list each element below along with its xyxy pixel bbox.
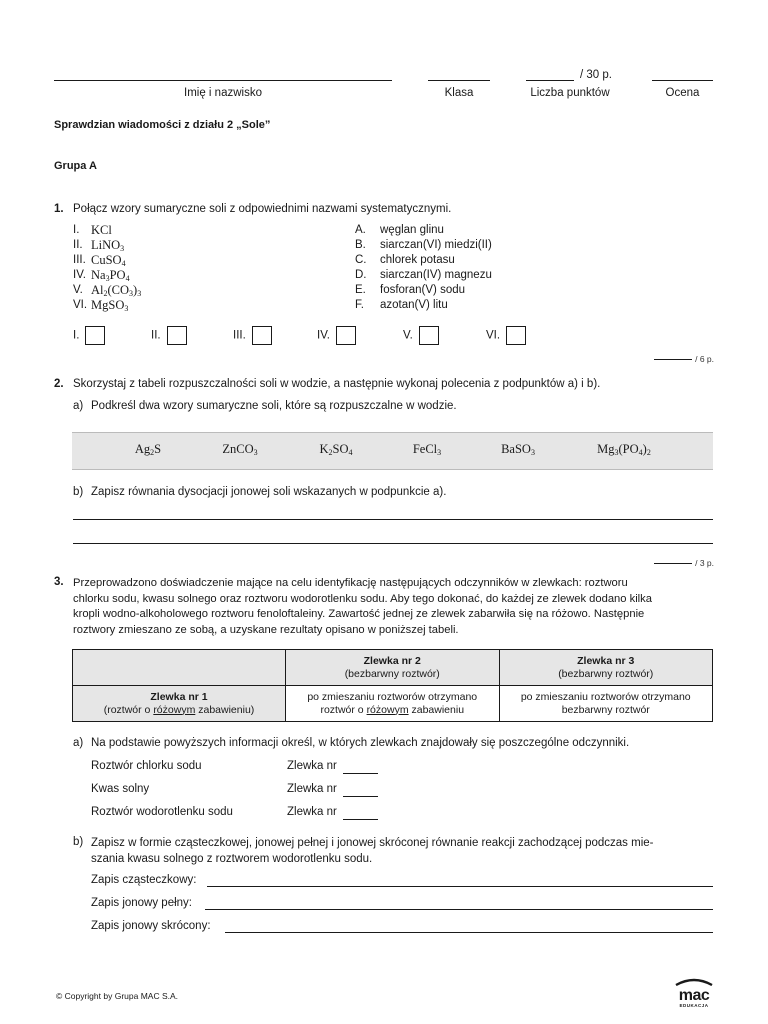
- salt-formula[interactable]: $K_2SO_4$: [319, 442, 353, 457]
- group-label: Grupa A: [54, 160, 97, 172]
- salt-formula[interactable]: $Mg_3(PO_4)_2$: [597, 442, 651, 457]
- salt-name: fosforan(V) sodu: [380, 284, 466, 296]
- answer-box[interactable]: [252, 326, 272, 345]
- beaker-answer-line[interactable]: [343, 773, 378, 774]
- header-beaker-2: Zlewka nr 2 (bezbarwny roztwór): [286, 650, 500, 686]
- name-letter: E.: [355, 284, 366, 296]
- answer-label: VI.: [486, 329, 501, 342]
- substance-label: Roztwór wodorotlenku sodu: [91, 806, 233, 818]
- formula: CuSO$_4$: [91, 253, 126, 268]
- name-line[interactable]: [54, 80, 392, 81]
- task3-paragraph: [73, 576, 652, 638]
- mac-logo: [672, 977, 716, 1009]
- equation-line[interactable]: [207, 886, 713, 887]
- logo-text: mac: [678, 987, 710, 1004]
- points-line[interactable]: [526, 80, 574, 81]
- beaker-answer-line[interactable]: [343, 819, 378, 820]
- name-letter: A.: [355, 224, 366, 236]
- formula: MgSO$_3$: [91, 298, 129, 313]
- formula-roman: IV.: [73, 269, 87, 281]
- equation-line[interactable]: [205, 909, 713, 910]
- answer-label: III.: [233, 329, 246, 342]
- answer-label: V.: [403, 329, 413, 342]
- cell-1-2: po zmieszaniu roztworów otrzymano roztwór o różowym zabawieniu: [286, 686, 500, 722]
- copyright: © Copyright by Grupa MAC S.A.: [56, 991, 179, 1001]
- salt-formula[interactable]: $Ag_2S$: [134, 442, 162, 457]
- equation-label: Zapis cząsteczkowy:: [91, 874, 197, 886]
- formula-roman: I.: [73, 224, 80, 236]
- answer-box[interactable]: [85, 326, 105, 345]
- name-label: Imię i nazwisko: [184, 87, 262, 99]
- formula-roman: VI.: [73, 299, 88, 311]
- salt-formula[interactable]: ZnCO$_3$: [222, 442, 258, 457]
- header-beaker-3: Zlewka nr 3 (bezbarwny roztwór): [499, 650, 713, 686]
- name-letter: D.: [355, 269, 367, 281]
- answer-box[interactable]: [506, 326, 526, 345]
- task2-a-text: Podkreśl dwa wzory sumaryczne soli, które są rozpuszczalne w wodzie.: [91, 400, 457, 412]
- table-corner: [73, 650, 286, 686]
- test-title: Sprawdzian wiadomości z działu 2 „Sole”: [54, 119, 271, 131]
- paragraph-line: kropli wodno-alkoholowego roztworu fenoloftaleiny. Zawartość jednej ze zlewek zabarwiła się na różowo. Następnie: [73, 608, 645, 620]
- task3-a-text: Na podstawie powyższych informacji określ, w których zlewkach znajdowały się poszczególne odczynniki.: [91, 737, 630, 749]
- salt-name: siarczan(VI) miedzi(II): [380, 239, 492, 251]
- name-letter: B.: [355, 239, 366, 251]
- answer-line[interactable]: [73, 519, 713, 520]
- answer-box[interactable]: [167, 326, 187, 345]
- task2-a-label: a): [73, 400, 84, 412]
- salt-name: siarczan(IV) magnezu: [380, 269, 492, 281]
- formula: $Al_2(CO_3)_3$: [91, 283, 142, 298]
- answer-slot: [317, 326, 356, 345]
- formula-roman: V.: [73, 284, 83, 296]
- b-line: Zapisz w formie cząsteczkowej, jonowej pełnej i jonowej skróconej równanie reakcji zachodzącej podczas mie-: [91, 837, 654, 849]
- formula: KCl: [91, 223, 112, 237]
- answer-slot: [233, 326, 272, 345]
- substance-label: Kwas solny: [91, 783, 150, 795]
- task2-b-text: Zapisz równania dysocjacji jonowej soli wskazanych w podpunkcie a).: [91, 486, 447, 498]
- equation-line[interactable]: [225, 932, 713, 933]
- substance-label: Roztwór chlorku sodu: [91, 760, 202, 772]
- answer-label: I.: [73, 329, 80, 342]
- task3-b-label: b): [73, 836, 84, 848]
- formula-roman: III.: [73, 254, 86, 266]
- task2-number: 2.: [54, 378, 64, 390]
- equation-label: Zapis jonowy skrócony:: [91, 920, 211, 932]
- formula: LiNO$_3$: [91, 238, 125, 253]
- beaker-answer-label: Zlewka nr: [287, 806, 337, 818]
- name-letter: C.: [355, 254, 367, 266]
- formula: $Na_3PO_4$: [91, 268, 130, 283]
- logo-arc-icon: [674, 977, 714, 986]
- answer-label: IV.: [317, 329, 331, 342]
- salt-name: chlorek potasu: [380, 254, 455, 266]
- logo-sub: EDUKACJA: [679, 1003, 709, 1008]
- answer-slot: [403, 326, 439, 345]
- task2-b-label: b): [73, 486, 84, 498]
- paragraph-line: chlorku sodu, kwasu solnego oraz roztworu wodorotlenku sodu. Aby tego dokonać, do każdej ze zlewek dodano kilka: [73, 592, 652, 605]
- task1-score: / 6 p.: [654, 354, 714, 364]
- answer-box[interactable]: [336, 326, 356, 345]
- answer-line[interactable]: [73, 543, 713, 544]
- salt-name: azotan(V) litu: [380, 299, 448, 311]
- grade-label: Ocena: [665, 87, 700, 99]
- task3-number: 3.: [54, 576, 64, 588]
- equation-label: Zapis jonowy pełny:: [91, 897, 192, 909]
- grade-line[interactable]: [652, 80, 713, 81]
- answer-slot: [73, 326, 105, 345]
- class-label: Klasa: [444, 87, 474, 99]
- task3-b-text: [91, 836, 653, 867]
- formula-roman: II.: [73, 239, 83, 251]
- cell-1-3: po zmieszaniu roztworów otrzymano bezbarwny roztwór: [499, 686, 713, 722]
- beaker-answer-line[interactable]: [343, 796, 378, 797]
- task2-score: / 3 p.: [654, 558, 714, 568]
- row-beaker-1: Zlewka nr 1 (roztwór o różowym zabawieniu): [73, 686, 286, 722]
- class-line[interactable]: [428, 80, 490, 81]
- points-max: / 30 p.: [580, 69, 612, 81]
- task3-a-label: a): [73, 737, 84, 749]
- task1-number: 1.: [54, 203, 64, 215]
- salt-formula[interactable]: BaSO$_3$: [501, 442, 535, 457]
- paragraph-line: roztwory zmieszano ze sobą, a uzyskane rezultaty opisano w poniższej tabeli.: [73, 623, 459, 636]
- answer-slot: [486, 326, 526, 345]
- task2-prompt: Skorzystaj z tabeli rozpuszczalności soli w wodzie, a następnie wykonaj polecenia z podpunktów a) i b).: [73, 378, 601, 390]
- beaker-answer-label: Zlewka nr: [287, 783, 337, 795]
- paragraph-line: Przeprowadzono doświadczenie mające na celu identyfikację następujących odczynników w zlewkach: roztworu: [73, 577, 628, 589]
- answer-box[interactable]: [419, 326, 439, 345]
- name-letter: F.: [355, 299, 364, 311]
- b-line: szania kwasu solnego z roztworem wodorotlenku sodu.: [91, 852, 373, 865]
- points-label: Liczba punktów: [530, 87, 610, 99]
- answer-slot: [151, 326, 187, 345]
- salt-name: węglan glinu: [380, 224, 444, 236]
- answer-label: II.: [151, 329, 161, 342]
- task1-prompt: Połącz wzory sumaryczne soli z odpowiednimi nazwami systematycznymi.: [73, 203, 452, 215]
- mixing-table: [72, 649, 713, 722]
- salt-formula[interactable]: FeCl$_3$: [412, 442, 442, 457]
- beaker-answer-label: Zlewka nr: [287, 760, 337, 772]
